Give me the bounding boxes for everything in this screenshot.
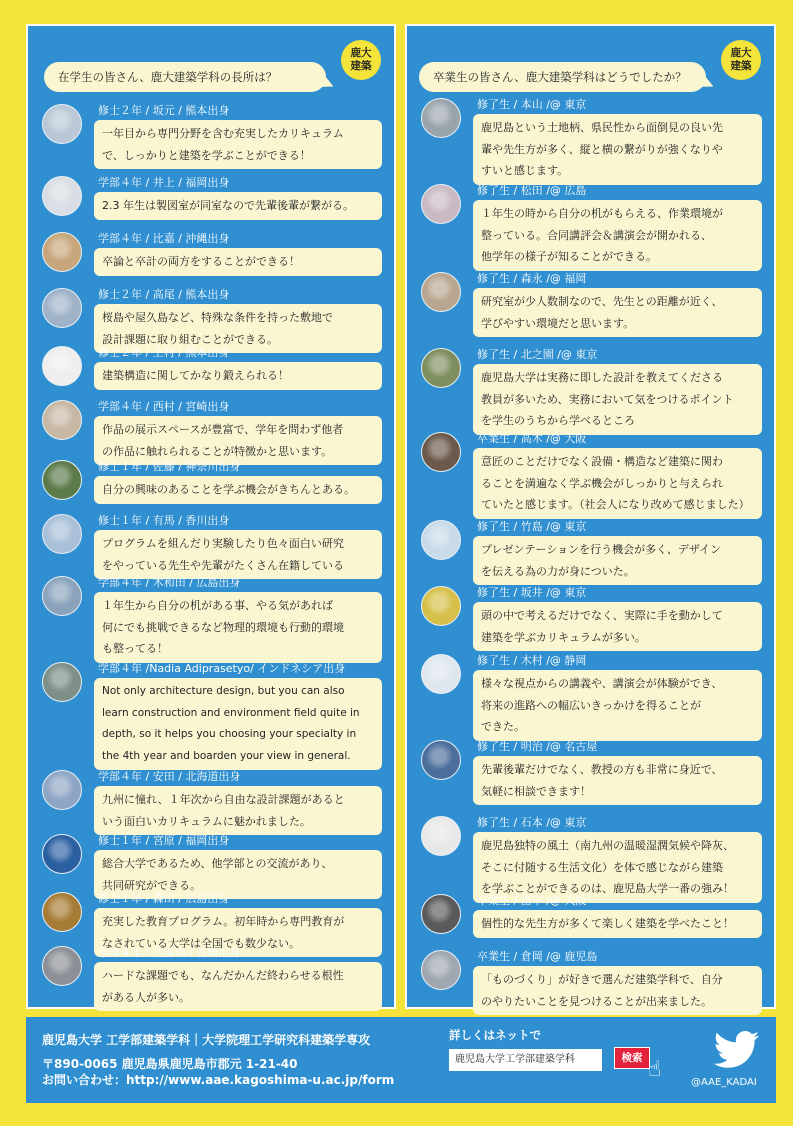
footer <box>26 1017 776 1103</box>
comment-line: 他学年の様子が知ることができる。 <box>481 250 657 263</box>
avatar <box>421 654 461 694</box>
avatar <box>42 346 82 386</box>
person-name: 修了生 / 竹島 /@ 東京 <box>477 520 587 533</box>
person-name: 学部４年 / 久保田 / 長崎出身 <box>98 946 241 959</box>
avatar <box>42 946 82 986</box>
person-name: 修士１年 / 有馬 / 香川出身 <box>98 514 230 527</box>
comment-line: 意匠のことだけでなく設備・構造など建築に関わ <box>481 455 723 468</box>
more-info-label: 詳しくはネットで <box>449 1028 541 1042</box>
avatar <box>421 184 461 224</box>
comment-line: depth, so it helps you choosing your specialty in <box>102 728 357 740</box>
pointer-hand-icon: ☝ <box>648 1057 662 1082</box>
comment-line: をやっている先生や先輩がたくさん在籍している <box>102 558 344 572</box>
comment-line: 建築構造に関してかなり鍛えられる！ <box>102 369 289 382</box>
comment-line: なされている大学は全国でも数少ない。 <box>102 936 300 950</box>
comment-bubble <box>473 200 762 271</box>
avatar <box>42 104 82 144</box>
comment-line: learn construction and environment field quite in <box>102 706 360 719</box>
address: 〒890-0065 鹿児島県鹿児島市郡元 1-21-40 <box>42 1057 298 1071</box>
avatar <box>421 348 461 388</box>
comment-line: 個性的な先生方が多くて楽しく建築を学べたこと！ <box>481 917 734 930</box>
comment-bubble <box>473 966 762 1015</box>
person-name: 修了生 / 木村 /@ 静岡 <box>477 654 587 667</box>
comment-bubble <box>94 476 382 504</box>
avatar <box>42 576 82 616</box>
comment-line: 頭の中で考えるだけでなく、実際に手を動かして <box>481 609 723 622</box>
comment-line: 輩や先生方が多く、縦と横の繋がりが強くなりや <box>481 142 723 156</box>
comment-line: 自分の興味のあることを学ぶ機会がきちんとある。 <box>102 483 355 496</box>
person-name: 学部４年 / 西村 / 宮崎出身 <box>98 400 230 413</box>
comment-bubble <box>473 602 762 651</box>
avatar <box>42 232 82 272</box>
comment-bubble <box>94 592 382 663</box>
person-name: 修士１年 / 佐藤 / 神奈川出身 <box>98 460 241 473</box>
comment-line: プレゼンテーションを行う機会が多く、デザイン <box>481 543 722 556</box>
comment-line: いう面白いカリキュラムに魅かれました。 <box>102 814 311 828</box>
person-name: 修了生 / 北之園 /@ 東京 <box>477 348 598 361</box>
right-badge <box>721 40 761 80</box>
comment-line: ることを満遍なく学ぶ機会がしっかりと与えられ <box>481 476 723 490</box>
graduates-panel <box>405 24 776 1009</box>
person-name: 修士１年 / 森山 / 広島出身 <box>98 892 230 905</box>
right-question: 卒業生の皆さん、鹿大建築学科はどうでしたか？ <box>419 62 706 92</box>
comment-bubble <box>94 120 382 169</box>
left-question: 在学生の皆さん、鹿大建築学科の長所は？ <box>44 62 326 92</box>
person-name: 修士２年 / 坂元 / 熊本出身 <box>98 104 230 117</box>
comment-line: 共同研究ができる。 <box>102 878 201 892</box>
comment-line: 桜島や屋久島など、特殊な条件を持った敷地で <box>102 311 333 324</box>
comment-bubble <box>473 114 762 185</box>
comment-line: 鹿児島大学は実務に即した設計を教えてくださる <box>481 371 723 384</box>
comment-bubble <box>94 786 382 835</box>
current-students-panel <box>26 24 396 1009</box>
comment-line: ハードな課題でも、なんだかんだ終わらせる根性 <box>102 969 344 982</box>
comment-bubble <box>473 536 762 585</box>
comment-line: そこに付随する生活文化）を体で感じながら建築 <box>481 860 723 874</box>
person-name: 卒業生 / 高木 /@ 大阪 <box>477 432 587 445</box>
comment-line: できた。 <box>481 720 525 733</box>
person-name: 学部４年 / 木和田 / 広島出身 <box>98 576 241 589</box>
person-name: 修了生 / 明治 /@ 名古屋 <box>477 740 598 753</box>
comment-line: 卒論と卒計の両方をすることができる！ <box>102 255 300 268</box>
comment-bubble <box>473 756 762 805</box>
comment-bubble <box>473 670 762 741</box>
comment-line: 何にでも挑戦できるなど物理的環境も行動的環境 <box>102 620 344 634</box>
comment-line: 作品の展示スペースが豊富で、学年を問わず他者 <box>102 423 344 436</box>
comment-line: 教員が多いため、実務において気をつけるポイント <box>481 392 734 406</box>
comment-line: を伝える為の力が身についた。 <box>481 564 635 578</box>
avatar <box>42 662 82 702</box>
person-name: 修了生 / 坂井 /@ 東京 <box>477 586 587 599</box>
comment-line: がある人が多い。 <box>102 990 190 1004</box>
comment-bubble <box>94 362 382 390</box>
comment-line: Not only architecture design, but you can also <box>102 685 345 697</box>
comment-bubble <box>473 832 762 903</box>
comment-line: 総合大学であるため、他学部との交流があり、 <box>102 857 333 870</box>
left-badge-text: 鹿大 建築 <box>350 47 372 72</box>
left-badge <box>341 40 381 80</box>
person-name: 学部４年 /Nadia Adiprasetyo/ インドネシア出身 <box>98 662 346 675</box>
person-name: 修士２年 / 高尾 / 熊本出身 <box>98 288 230 301</box>
person-name: 修了生 / 本山 /@ 東京 <box>477 98 587 111</box>
comment-line: １年生から自分の机がある事、やる気があれば <box>102 599 333 612</box>
comment-line: のやりたいことを見つけることが出来ました。 <box>481 994 712 1008</box>
avatar <box>42 400 82 440</box>
comment-line: 学びやすい環境だと思います。 <box>481 316 635 330</box>
avatar <box>421 432 461 472</box>
comment-bubble <box>94 530 382 579</box>
contact-url[interactable]: お問い合わせ：http://www.aae.kagoshima-u.ac.jp/form <box>42 1073 395 1087</box>
comment-bubble <box>473 288 762 337</box>
comment-line: すいと感じます。 <box>481 164 569 177</box>
comment-line: 建築を学ぶカリキュラムが多い。 <box>481 630 646 644</box>
avatar <box>42 892 82 932</box>
comment-line: で、しっかりと建築を学ぶことができる！ <box>102 148 311 162</box>
comment-line: ていたと感じます。（社会人になり改めて感じました） <box>481 498 750 511</box>
comment-line: 様々な視点からの講義や、講演会が体験ができ、 <box>481 677 723 690</box>
comment-line: 設計課題に取り組むことができる。 <box>102 332 278 346</box>
person-name: 修士２年 / 上村 / 熊本出身 <box>98 346 230 359</box>
comment-bubble <box>473 364 762 435</box>
person-name: 修士１年 / 宮原 / 福岡出身 <box>98 834 230 847</box>
comment-line: 鹿児島という土地柄、県民性から面倒見の良い先 <box>481 121 723 134</box>
avatar <box>42 834 82 874</box>
avatar <box>421 586 461 626</box>
comment-line: 将来の進路への幅広いきっかけを得ることが <box>481 698 701 712</box>
avatar <box>421 740 461 780</box>
comment-line: 充実した教育プログラム。初年時から専門教育が <box>102 915 345 928</box>
comment-bubble <box>473 910 762 938</box>
twitter-handle[interactable]: @AAE_KADAI <box>691 1077 757 1088</box>
comment-line: 一年目から専門分野を含む充実したカリキュラム <box>102 127 344 140</box>
comment-line: 2.3 年生は製図室が同室なので先輩後輩が繋がる。 <box>102 199 354 212</box>
search-button[interactable]: 検索 <box>614 1047 650 1069</box>
comment-bubble <box>94 248 382 276</box>
comment-line: 整っている。合同講評会＆講演会が開かれる、 <box>481 228 712 242</box>
comment-bubble <box>473 448 762 519</box>
right-badge-text: 鹿大 建築 <box>730 47 752 72</box>
avatar <box>421 816 461 856</box>
comment-line: の作品に触れられることが特徴かと思います。 <box>102 444 333 458</box>
comment-line: 先輩後輩だけでなく、教授の方も非常に身近で、 <box>481 763 723 776</box>
person-name: 卒業生 / 倉岡 /@ 鹿児島 <box>477 950 598 963</box>
avatar <box>42 288 82 328</box>
comment-line: １年生の時から自分の机がもらえる、作業環境が <box>481 207 723 220</box>
avatar <box>421 894 461 934</box>
person-name: 卒業生 / 畠中 /@ 大阪 <box>477 894 587 907</box>
avatar <box>42 770 82 810</box>
comment-line: the 4th year and boarden your view in general. <box>102 749 351 762</box>
avatar <box>421 272 461 312</box>
avatar <box>42 460 82 500</box>
comment-line: プログラムを組んだり実験したり色々面白い研究 <box>102 537 344 550</box>
comment-line: 「ものづくり」が好きで選んだ建築学科で、自分 <box>481 973 723 986</box>
comment-bubble <box>94 416 382 465</box>
person-name: 学部４年 / 安田 / 北海道出身 <box>98 770 241 783</box>
avatar <box>42 176 82 216</box>
comment-bubble <box>94 678 382 770</box>
comment-bubble <box>94 192 382 220</box>
avatar <box>42 514 82 554</box>
search-input[interactable]: 鹿児島大学工学部建築学科 <box>449 1049 602 1071</box>
person-name: 学部４年 / 井上 / 福岡出身 <box>98 176 230 189</box>
avatar <box>421 950 461 990</box>
comment-line: 鹿児島独特の風土（南九州の温暖湿潤気候や降灰、 <box>481 839 734 852</box>
person-name: 学部４年 / 比嘉 / 沖縄出身 <box>98 232 230 245</box>
comment-line: 気軽に相談できます！ <box>481 784 591 798</box>
person-name: 修了生 / 石本 /@ 東京 <box>477 816 587 829</box>
comment-line: を学生のうちから学べるところ <box>481 414 635 427</box>
comment-line: も整ってる！ <box>102 642 168 655</box>
person-name: 修了生 / 松田 /@ 広島 <box>477 184 587 197</box>
comment-line: 研究室が少人数制なので、先生との距離が近く、 <box>481 295 723 308</box>
avatar <box>421 98 461 138</box>
department-name: 鹿児島大学 工学部建築学科｜大学院理工学研究科建築学専攻 <box>42 1033 371 1047</box>
comment-line: を学ぶことができるのは、鹿児島大学一番の強み！ <box>481 882 734 895</box>
twitter-bird-icon[interactable] <box>714 1031 760 1069</box>
comment-bubble <box>94 962 382 1011</box>
avatar <box>421 520 461 560</box>
comment-line: 九州に憧れ、１年次から自由な設計課題があると <box>102 793 345 806</box>
person-name: 修了生 / 森永 /@ 福岡 <box>477 272 587 285</box>
